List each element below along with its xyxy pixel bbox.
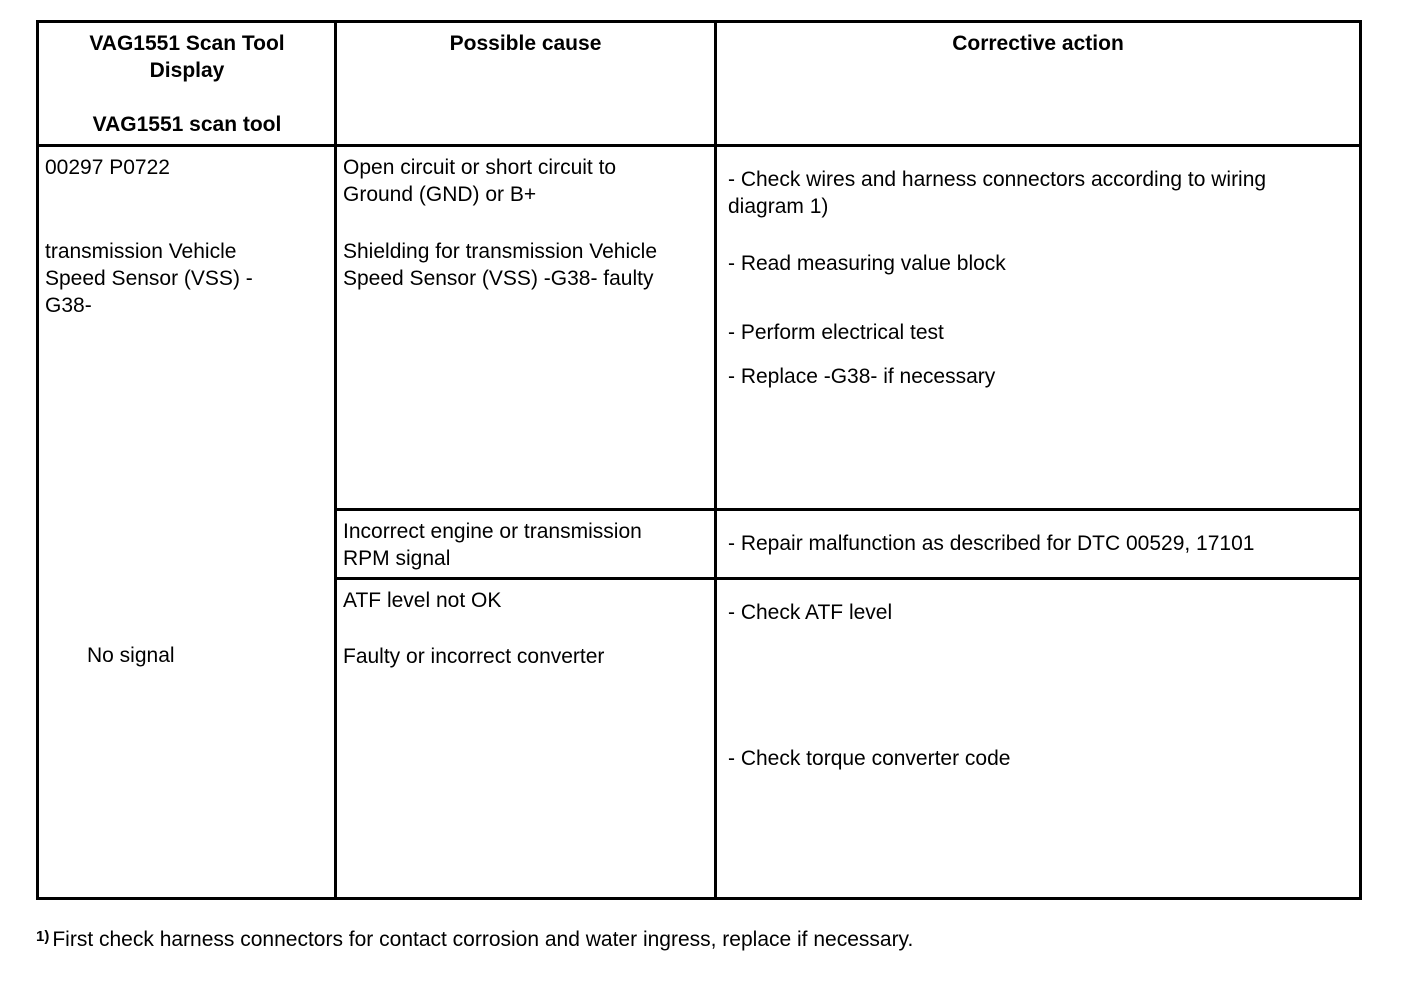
- cause-rpm-signal-line1: Incorrect engine or transmission: [343, 520, 642, 543]
- action-electrical-test: - Perform electrical test: [728, 321, 944, 344]
- footnote: [36, 926, 913, 953]
- footnote-marker: 1): [36, 928, 50, 945]
- fault-table: [36, 20, 1362, 900]
- cause-rpm-signal-line2: RPM signal: [343, 547, 451, 570]
- header-scan-tool-line3: VAG1551 scan tool: [92, 113, 282, 136]
- component-name-line1: transmission Vehicle: [45, 240, 237, 263]
- action-check-converter-code: - Check torque converter code: [728, 747, 1011, 770]
- column-divider-2: [714, 20, 717, 900]
- fault-code: 00297 P0722: [45, 156, 170, 179]
- header-corrective-action: Corrective action: [952, 32, 1124, 55]
- cause-shielding-line1: Shielding for transmission Vehicle: [343, 240, 657, 263]
- cause-open-circuit-line1: Open circuit or short circuit to: [343, 156, 617, 179]
- row-divider-2: [334, 577, 1362, 580]
- header-scan-tool-display-line2: Display: [149, 59, 225, 82]
- footnote-text: First check harness connectors for contact corrosion and water ingress, replace if necessary.: [52, 928, 914, 951]
- row-divider-1: [334, 508, 1362, 511]
- component-name-line3: G38-: [45, 294, 92, 317]
- action-check-wires-line2: diagram 1): [728, 195, 829, 218]
- action-repair-dtc: - Repair malfunction as described for DTC 00529, 17101: [728, 532, 1255, 555]
- action-check-wires-line1: - Check wires and harness connectors according to wiring: [728, 168, 1267, 191]
- fault-type: No signal: [87, 644, 175, 667]
- action-read-measuring-value: - Read measuring value block: [728, 252, 1006, 275]
- header-scan-tool-display-line1: VAG1551 Scan Tool: [89, 32, 285, 55]
- header-divider: [36, 144, 1362, 147]
- header-possible-cause: Possible cause: [449, 32, 602, 55]
- component-name-line2: Speed Sensor (VSS) -: [45, 267, 253, 290]
- action-check-atf: - Check ATF level: [728, 601, 893, 624]
- cause-atf-level: ATF level not OK: [343, 589, 502, 612]
- action-replace-g38: - Replace -G38- if necessary: [728, 365, 996, 388]
- cause-open-circuit-line2: Ground (GND) or B+: [343, 183, 537, 206]
- column-divider-1: [334, 20, 337, 900]
- cause-converter: Faulty or incorrect converter: [343, 645, 605, 668]
- cause-shielding-line2: Speed Sensor (VSS) -G38- faulty: [343, 267, 654, 290]
